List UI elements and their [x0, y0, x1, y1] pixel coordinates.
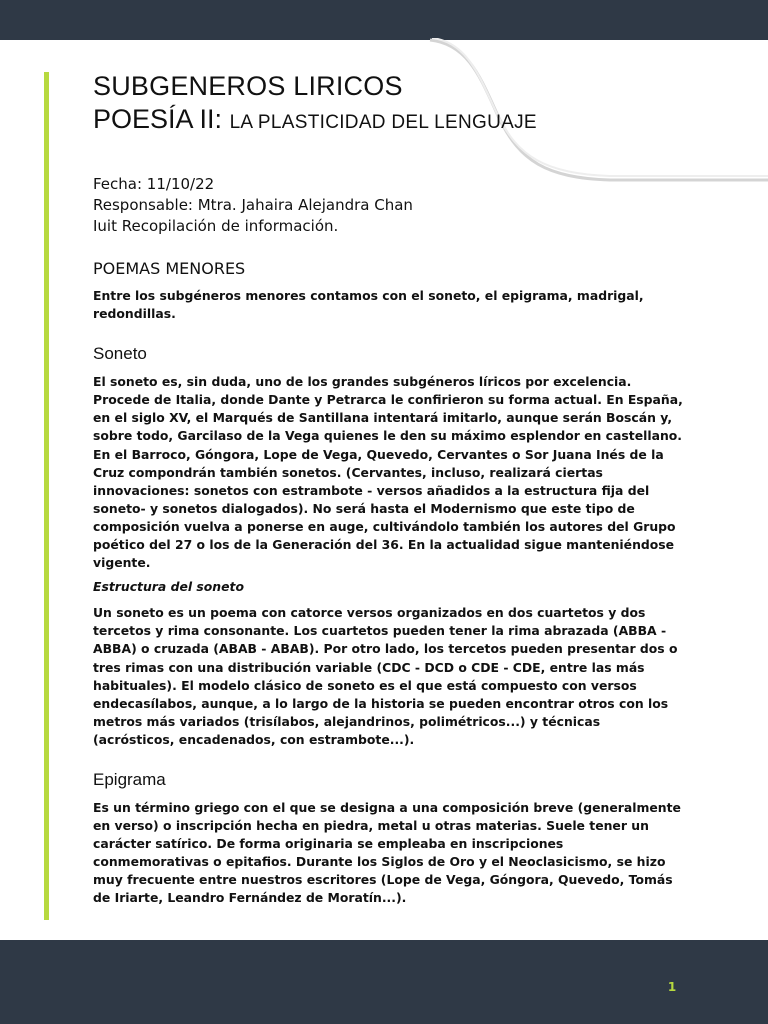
paragraph-poemas-menores: Entre los subgéneros menores contamos con el soneto, el epigrama, madrigal, redondillas. [93, 288, 644, 322]
document-title: SUBGENEROS LIRICOS [93, 71, 403, 101]
header-band [0, 0, 768, 40]
paragraph-estructura-soneto: Un soneto es un poema con catorce versos organizados en dos cuartetos y dos tercetos y rima consonante. Los cuartetos pueden tener la rima abrazada (ABBA - ABBA) o cruzada (ABAB - ABAB). Por otro lado, los tercetos pueden presentar dos o tres rimas con una distribución variable (CDC - DCD o CDE - CDE, entre las más habituales). El modelo clásico de soneto es el que está compuesto con versos endecasílabos, aunque, a lo largo de la historia se pueden encontrar otros con los metros más variados (trisílabos, alejandrinos, polimétricos...) y técnicas (acrósticos, encadenados, con estrambote...). [93, 605, 678, 747]
heading-poemas-menores: POEMAS MENORES [93, 259, 246, 278]
subheading-estructura-soneto: Estructura del soneto [93, 579, 244, 595]
meta-responsable: Responsable: Mtra. Jahaira Alejandra Chan [93, 196, 413, 214]
accent-bar [44, 72, 49, 920]
meta-recopilacion: Iuit Recopilación de información. [93, 217, 339, 235]
document-subtitle [93, 102, 683, 140]
heading-epigrama: Epigrama [93, 769, 166, 789]
meta-fecha: Fecha: 11/10/22 [93, 175, 215, 193]
document-meta [93, 174, 683, 237]
subtitle-secondary: LA PLASTICIDAD DEL LENGUAJE [229, 112, 537, 133]
paragraph-soneto: El soneto es, sin duda, uno de los grandes subgéneros líricos por excelencia. Procede de Italia, donde Dante y Petrarca le confirieron su forma actual. En España, en el siglo XV, el Marqués de Santillana intentará imitarlo, aunque serán Boscán y, sobre todo, Garcilaso de la Vega quienes le den su máximo esplendor en castellano. En el Barroco, Góngora, Lope de Vega, Quevedo, Cervantes o Sor Juana Inés de la Cruz compondrán también sonetos. (Cervantes, incluso, realizará ciertas innovaciones: sonetos con estrambote - versos añadidos a la estructura fija del soneto- y sonetos dialogados). No será hasta el Modernismo que este tipo de composición vuelva a ponerse en auge, cultivándolo también los autores del Grupo poético del 27 o los de la Generación del 36. En la actualidad sigue manteniéndose vigente. [93, 374, 683, 571]
paragraph-epigrama: Es un término griego con el que se designa a una composición breve (generalmente en verso) o inscripción hecha en piedra, metal u otras materias. Suele tener un carácter satírico. De forma originaria se empleaba en inscripciones conmemorativas o epitafios. Durante los Siglos de Oro y el Neoclasicismo, se hizo muy frecuente entre nuestros escritores (Lope de Vega, Góngora, Quevedo, Tomás de Iriarte, Leandro Fernández de Moratín...). [93, 799, 681, 906]
footer-band [0, 940, 768, 1024]
subtitle-main: POESÍA II: [93, 104, 230, 134]
heading-soneto: Soneto [93, 344, 147, 364]
document-body [93, 70, 683, 908]
page-number: 1 [667, 980, 677, 994]
